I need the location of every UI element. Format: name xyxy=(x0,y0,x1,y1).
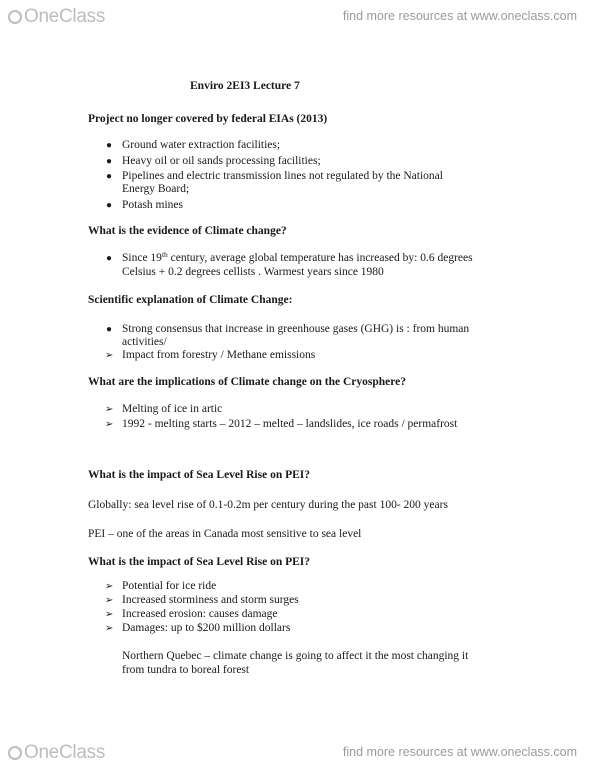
heading-federal-eias: Project no longer covered by federal EIAs (2013) xyxy=(88,113,328,125)
bullet-dot-icon: ● xyxy=(106,253,113,264)
logo-ring-icon xyxy=(8,746,22,760)
logo-text: OneClass xyxy=(24,742,106,763)
heading-cryosphere: What are the implications of Climate change on the Cryosphere? xyxy=(88,376,407,388)
paragraph-global-sea-level: Globally: sea level rise of 0.1-0.2m per century during the past 100- 200 years xyxy=(88,499,448,511)
bullet-dot-icon: ● xyxy=(106,200,113,211)
superscript-th: th xyxy=(161,250,168,259)
bullet-dot-icon: ● xyxy=(106,324,113,335)
document-title: Enviro 2EI3 Lecture 7 xyxy=(190,80,300,92)
logo-text: OneClass xyxy=(24,6,106,27)
arrowhead-bullet-icon: ➢ xyxy=(105,581,114,592)
arrowhead-bullet-icon: ➢ xyxy=(105,595,114,606)
bullet-dot-icon: ● xyxy=(106,171,113,182)
heading-sea-level-pei: What is the impact of Sea Level Rise on PEI? xyxy=(88,469,311,481)
list-item: Strong consensus that increase in greenhouse gases (GHG) is : from human xyxy=(122,323,470,335)
evidence-text: century, average global temperature has increased by: 0.6 degrees xyxy=(167,252,473,264)
list-item: Increased erosion: causes damage xyxy=(122,608,278,620)
list-item: 1992 - melting starts – 2012 – melted – landslides, ice roads / permafrost xyxy=(122,418,458,430)
header-promo-link[interactable]: find more resources at www.oneclass.com xyxy=(342,9,577,23)
list-item: Potash mines xyxy=(122,199,184,211)
list-item: Ground water extraction facilities; xyxy=(122,139,281,151)
paragraph-pei-sensitivity: PEI – one of the areas in Canada most sensitive to sea level xyxy=(88,528,362,540)
arrowhead-bullet-icon: ➢ xyxy=(105,350,114,361)
arrowhead-bullet-icon: ➢ xyxy=(105,609,114,620)
list-item: Impact from forestry / Methane emissions xyxy=(122,349,316,361)
list-item-continuation: Energy Board; xyxy=(122,183,190,195)
note-northern-quebec: Northern Quebec – climate change is going to affect it the most changing it xyxy=(122,650,469,662)
note-northern-quebec-continuation: from tundra to boreal forest xyxy=(122,664,250,676)
list-item-continuation: activities/ xyxy=(122,336,167,348)
list-item: Potential for ice ride xyxy=(122,580,217,592)
page-footer xyxy=(0,736,595,770)
heading-sea-level-pei-2: What is the impact of Sea Level Rise on PEI? xyxy=(88,556,311,568)
evidence-line-continuation: Celsius + 0.2 degrees cellists . Warmest years since 1980 xyxy=(122,266,384,278)
bullet-dot-icon: ● xyxy=(106,156,113,167)
evidence-line xyxy=(122,252,473,265)
list-item: Increased storminess and storm surges xyxy=(122,594,299,606)
arrowhead-bullet-icon: ➢ xyxy=(105,404,114,415)
bullet-dot-icon: ● xyxy=(106,140,113,151)
footer-promo-link[interactable]: find more resources at www.oneclass.com xyxy=(342,745,577,759)
arrowhead-bullet-icon: ➢ xyxy=(105,419,114,430)
arrowhead-bullet-icon: ➢ xyxy=(105,623,114,634)
list-item: Melting of ice in artic xyxy=(122,403,223,415)
oneclass-logo[interactable] xyxy=(8,742,105,764)
heading-climate-evidence: What is the evidence of Climate change? xyxy=(88,225,287,237)
list-item: Heavy oil or oil sands processing facilities; xyxy=(122,155,321,167)
list-item: Damages: up to $200 million dollars xyxy=(122,622,291,634)
list-item: Pipelines and electric transmission lines not regulated by the National xyxy=(122,170,443,182)
evidence-text: Since 19 xyxy=(122,252,162,264)
heading-scientific-explanation: Scientific explanation of Climate Change: xyxy=(88,294,293,306)
